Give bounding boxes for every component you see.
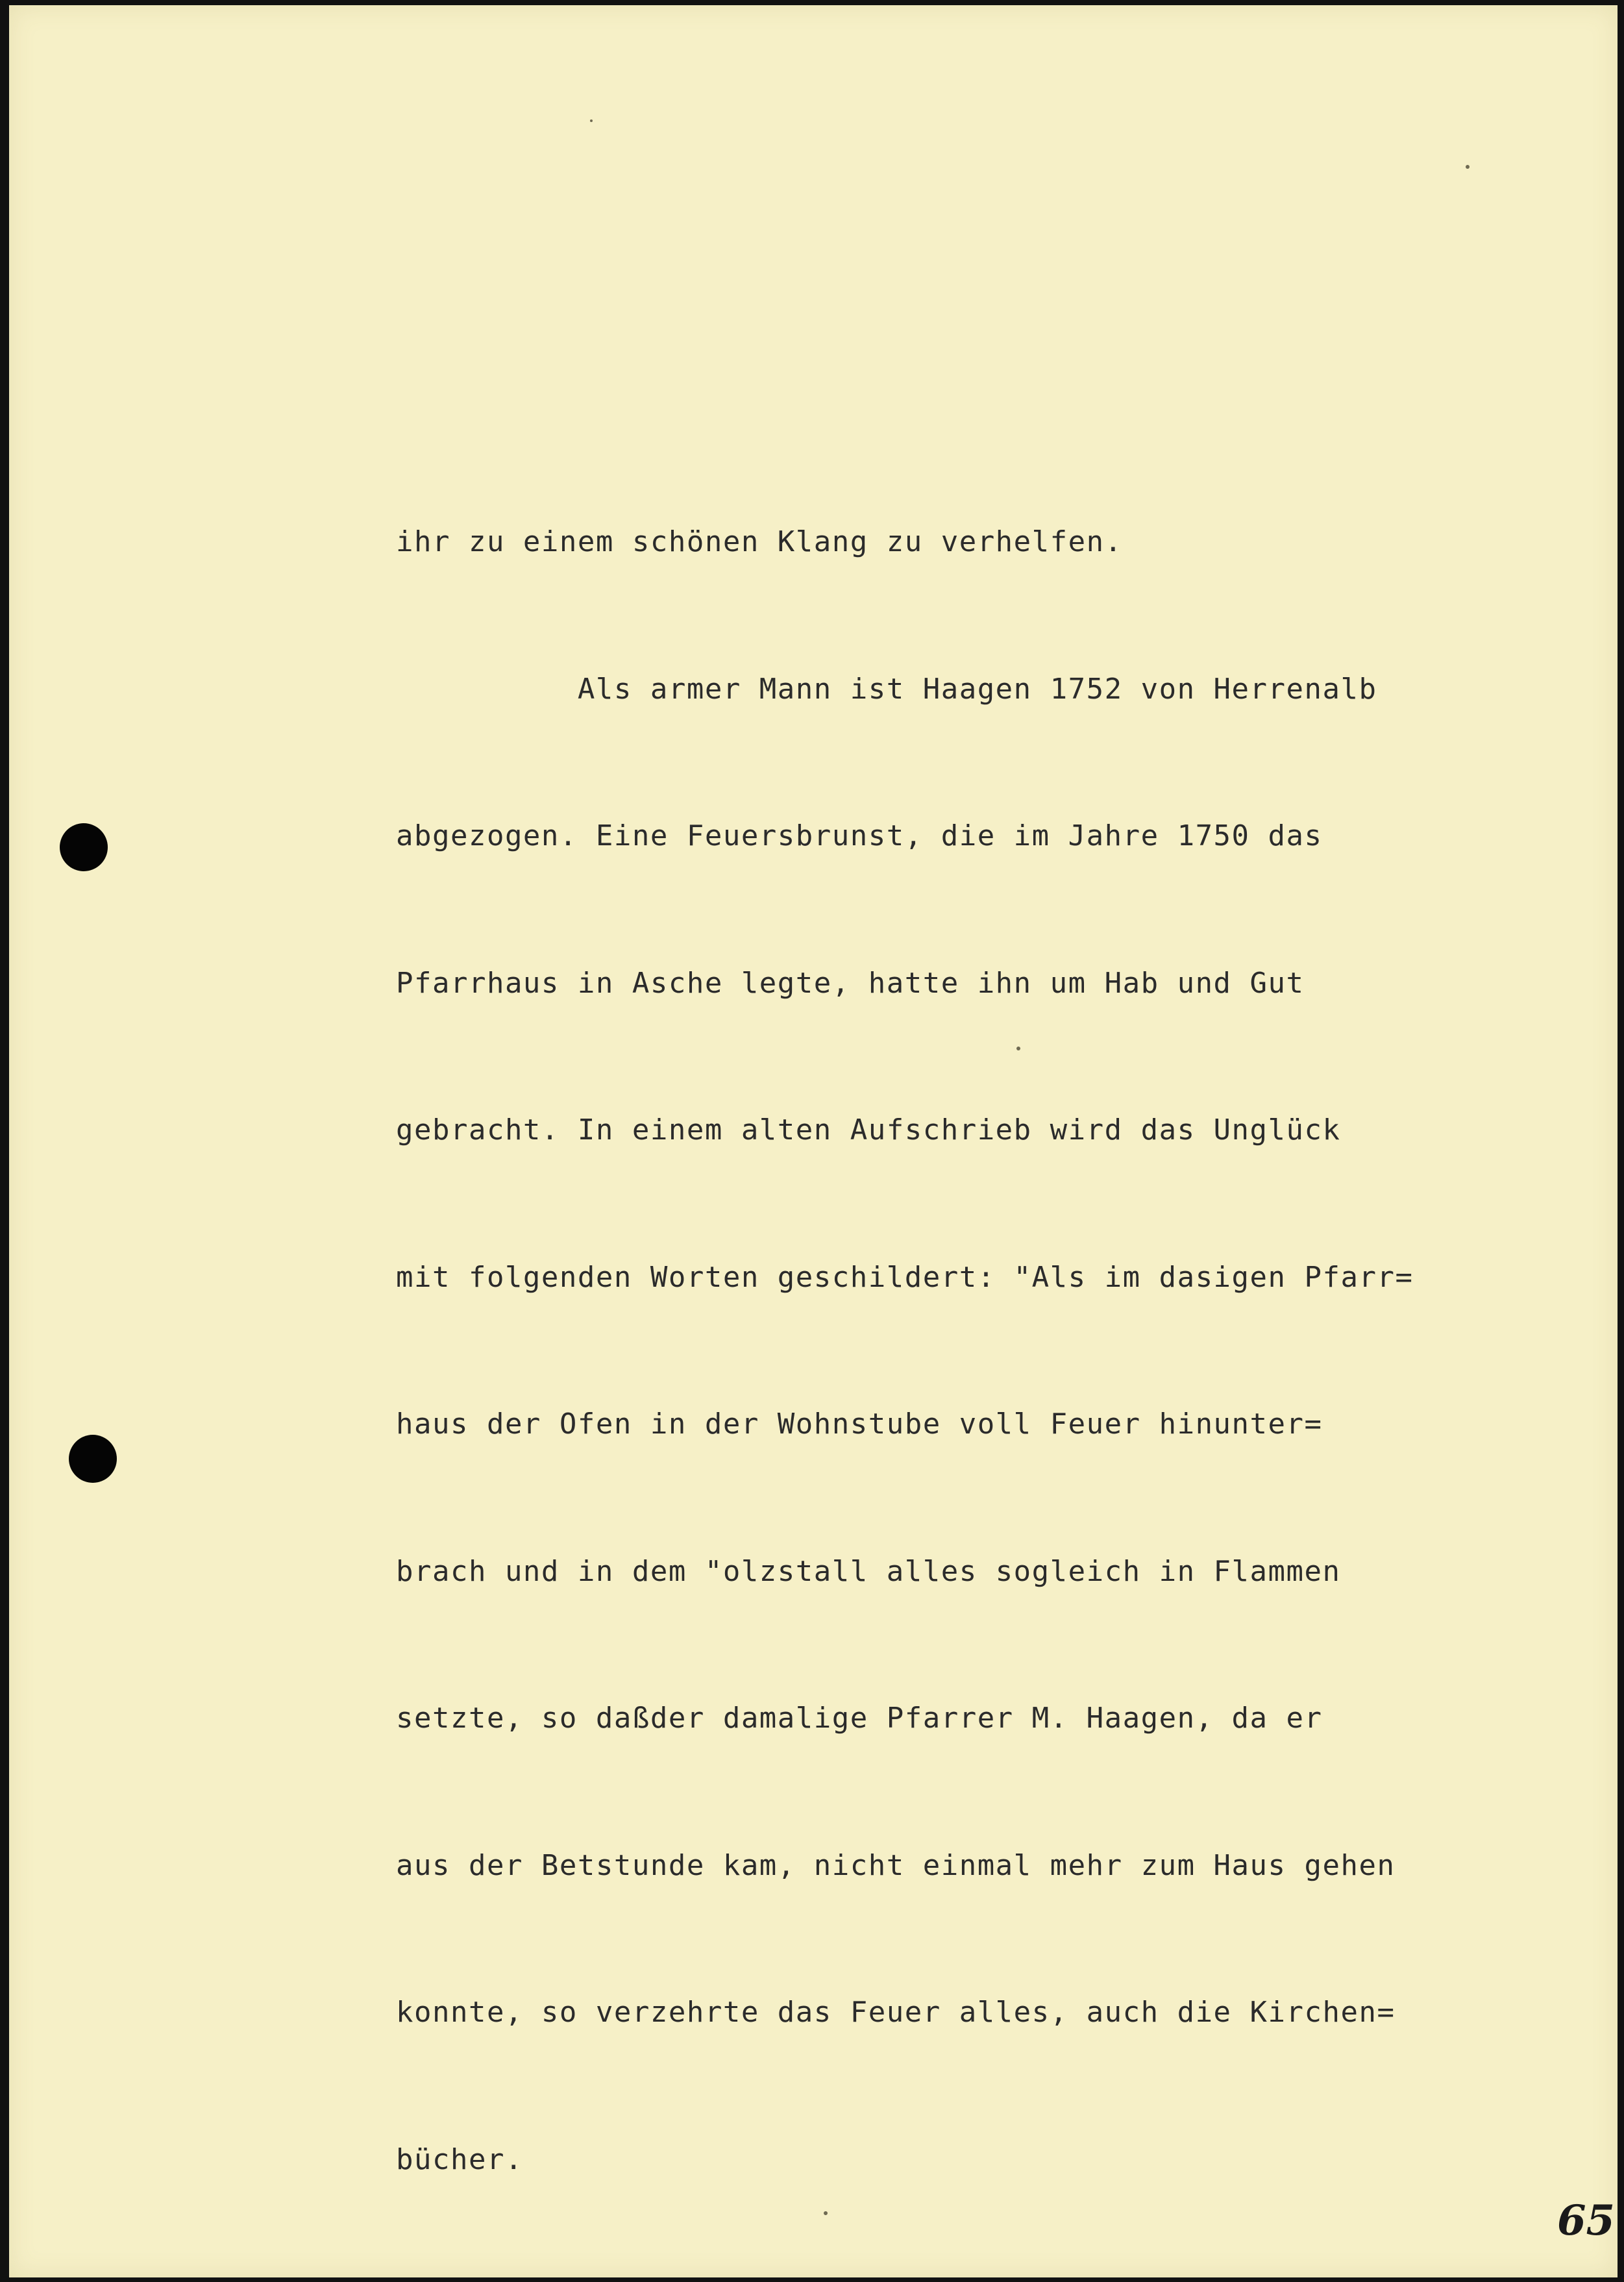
text-line: brach und in dem "olzstall alles sogleich in Flammen	[396, 1554, 1341, 1588]
text-line: bücher.	[396, 2142, 523, 2176]
paper-sheet	[9, 5, 1618, 2277]
text-line: Pfarrhaus in Asche legte, hatte ihn um Hab und Gut	[396, 966, 1305, 1000]
text-line: mit folgenden Worten geschildert: "Als im dasigen Pfarr=	[396, 1260, 1414, 1294]
text-line: setzte, so daßder damalige Pfarrer M. Haagen, da er	[396, 1702, 1323, 1735]
text-line: abgezogen. Eine Feuersbrunst, die im Jahre 1750 das	[396, 819, 1323, 852]
text-line: aus der Betstunde kam, nicht einmal mehr zum Haus gehen	[396, 1848, 1396, 1882]
punch-hole	[60, 823, 108, 871]
page-number: 65	[1557, 2196, 1616, 2245]
text-line: gebracht. In einem alten Aufschrieb wird das Unglück	[396, 1113, 1341, 1147]
punch-hole	[69, 1435, 117, 1483]
paper-speck	[590, 119, 593, 122]
text-line: Als armer Mann ist Haagen 1752 von Herrenalb	[396, 672, 1377, 706]
text-line: konnte, so verzehrte das Feuer alles, auch die Kirchen=	[396, 1996, 1396, 2029]
paper-speck	[1466, 165, 1470, 169]
typewritten-text-block	[396, 419, 1564, 2282]
text-line: ihr zu einem schönen Klang zu verhelfen.	[396, 525, 1123, 558]
text-line: haus der Ofen in der Wohnstube voll Feuer hinunter=	[396, 1408, 1323, 1441]
